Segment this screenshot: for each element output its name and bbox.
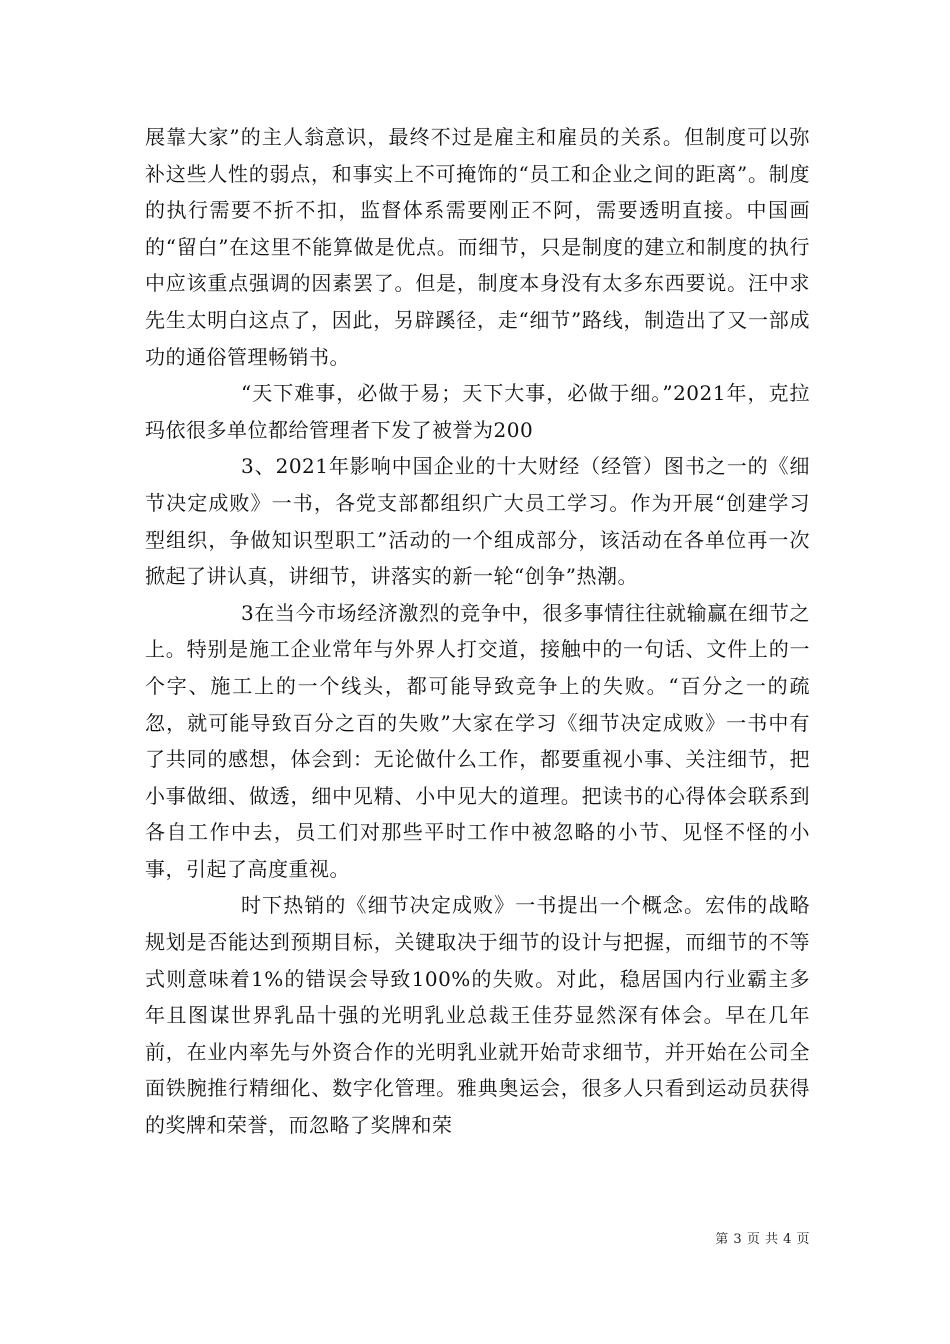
paragraph-4: 3在当今市场经济激烈的竞争中，很多事情往往就输赢在细节之上。特别是施工企业常年与外界人打交道，接触中的一句话、文件上的一个字、施工上的一个线头，都可能导致竞争上的失败。“百分之一的疏忽，就可能导致百分之百的失败”大家在学习《细节决定成败》一书中有了共同的感想，体会到：无论做什么工作，都要重视小事、关注细节，把小事做细、做透，细中见精、小中见大的道理。把读书的心得体会联系到各自工作中去，员工们对那些平时工作中被忽略的小节、见怪不怪的小事，引起了高度重视。	[145, 600, 810, 881]
paragraph-1: 展靠大家”的主人翁意识，最终不过是雇主和雇员的关系。但制度可以弥补这些人性的弱点，和事实上不可掩饰的“员工和企业之间的距离”。制度的执行需要不折不扣，监督体系需要刚正不阿，需要透明直接。中国画的“留白”在这里不能算做是优点。而细节，只是制度的建立和制度的执行中应该重点强调的因素罢了。但是，制度本身没有太多东西要说。汪中求先生太明白这点了，因此，另辟蹊径，走“细节”路线，制造出了又一部成功的通俗管理畅销书。	[145, 125, 810, 369]
paragraph-5: 时下热销的《细节决定成败》一书提出一个概念。宏伟的战略规划是否能达到预期目标，关键取决于细节的设计与把握，而细节的不等式则意味着1%的错误会导致100%的失败。对此，稳居国内行业霸主多年且图谋世界乳品十强的光明乳业总裁王佳芬显然深有体会。早在几年前，在业内率先与外资合作的光明乳业就开始苛求细节，并开始在公司全面铁腕推行精细化、数字化管理。雅典奥运会，很多人只看到运动员获得的奖牌和荣誉，而忽略了奖牌和荣	[145, 893, 810, 1138]
paragraph-2: “天下难事，必做于易；天下大事，必做于细。”2021年，克拉玛依很多单位都给管理者下发了被誉为200	[145, 381, 810, 442]
page-number-footer: 第 3 页 共 4 页	[715, 1232, 810, 1247]
paragraph-3: 3、2021年影响中国企业的十大财经（经管）图书之一的《细节决定成败》一书，各党支部都组织广大员工学习。作为开展“创建学习型组织，争做知识型职工”活动的一个组成部分，该活动在各单位再一次掀起了讲认真，讲细节，讲落实的新一轮“创争”热潮。	[145, 454, 810, 589]
document-body	[145, 119, 810, 1144]
